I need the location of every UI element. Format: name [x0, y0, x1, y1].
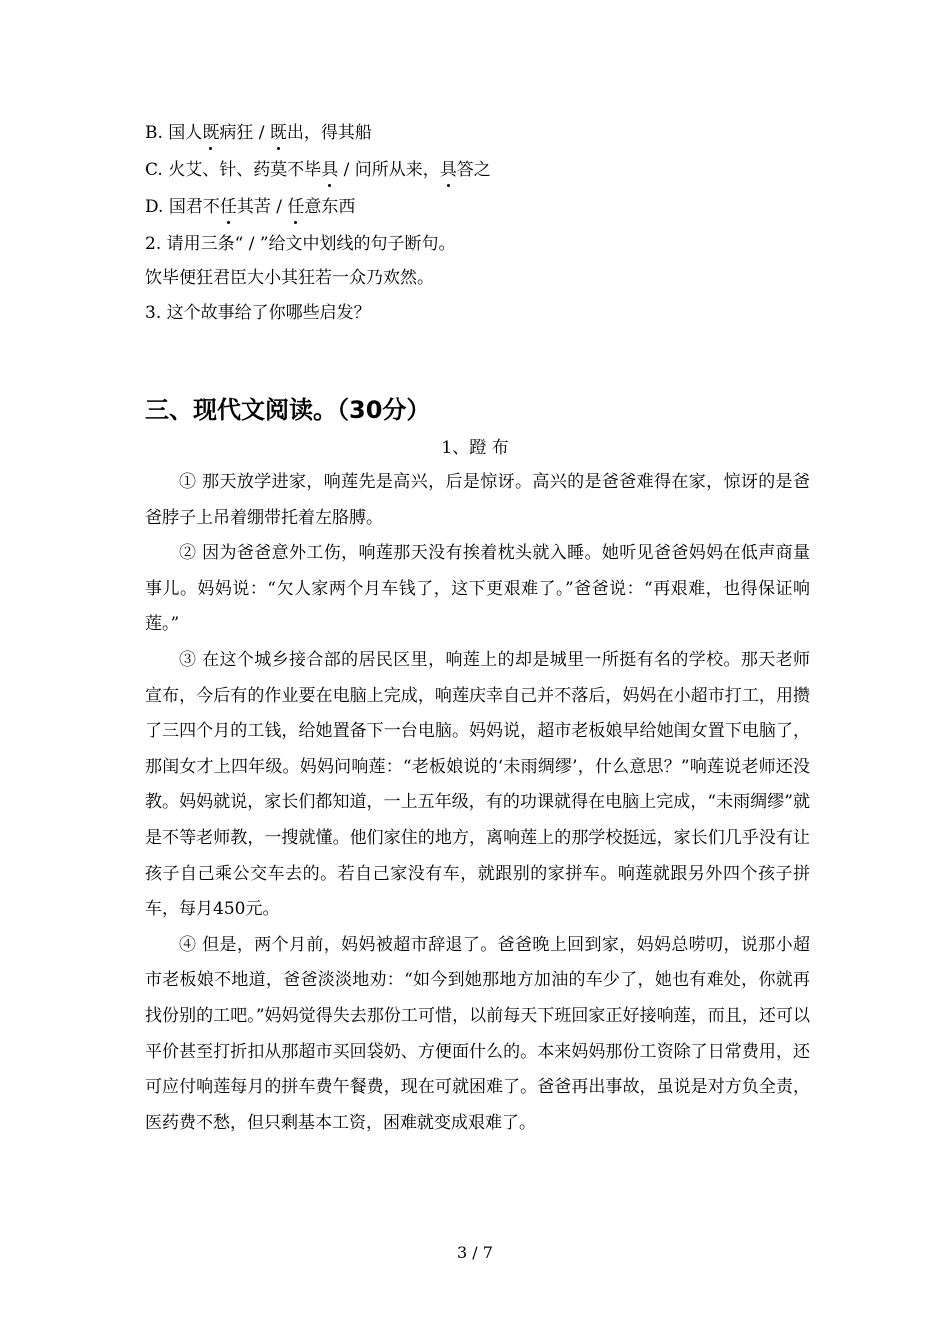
option-c-dotted-char-1: 具: [321, 160, 339, 180]
option-c-text-2: / 问所从来，: [338, 160, 440, 180]
option-c-text-1: C. 火艾、针、药莫不毕: [145, 160, 322, 180]
question-2-sentence: 饮毕便狂君臣大小其狂若一众乃欢然。: [145, 268, 434, 288]
option-c: [145, 158, 491, 182]
paragraph-2: ② 因为爸爸意外工伤，响莲那天没有挨着枕头就入睡。她听见爸爸妈妈在低声商量事儿。妈妈说：“欠人家两个月车钱了，这下更艰难了。”爸爸说：“再艰难，也得保证响莲。”: [145, 543, 810, 635]
option-d-text-1: D. 国君不: [145, 197, 220, 217]
option-d-dotted-char-1: 任: [219, 197, 237, 217]
option-c-text-3: 答之: [456, 160, 491, 180]
option-b-text-1: B. 国人: [145, 123, 203, 143]
option-b-dotted-char-1: 既: [202, 123, 220, 143]
question-3: 3. 这个故事给了你哪些启发？: [145, 303, 371, 323]
page-number: 3 / 7: [457, 1243, 493, 1262]
option-b-text-2: 病狂 /: [219, 123, 270, 143]
option-d-text-2: 其苦 /: [236, 197, 288, 217]
option-b: [145, 121, 372, 145]
option-b-text-3: 出，得其船: [286, 123, 372, 143]
article-title: 1、蹬 布: [441, 438, 509, 458]
question-2: 2. 请用三条“ / ”给文中划线的句子断句。: [145, 234, 456, 254]
paragraph-3: ③ 在这个城乡接合部的居民区里，响莲上的却是城里一所挺有名的学校。那天老师宣布，今后有的作业要在电脑上完成，响莲庆幸自己并不落后，妈妈在小超市打工，用攒了三四个月的工钱，给她置备下一台电脑。妈妈说，超市老板娘早给她闺女置下电脑了，那闺女才上四年级。妈妈问响莲：“老板娘说的‘未雨绸缪’，什么意思？”响莲说老师还没教。妈妈就说，家长们都知道，一上五年级，有的功课就得在电脑上完成，“未雨绸缪”就是不等老师教，一搜就懂。他们家住的地方，离响莲上的那学校挺远，家长们几乎没有让孩子自己乘公交车去的。若自己家没有车，就跟别的家拼车。响莲就跟另外四个孩子拼车，每月450元。: [145, 649, 810, 920]
section-heading: 三、现代文阅读。（30分）: [145, 396, 431, 424]
option-c-dotted-char-2: 具: [439, 160, 457, 180]
option-d-dotted-char-2: 任: [287, 197, 305, 217]
option-d-text-3: 意东西: [304, 197, 356, 217]
option-d: [145, 195, 355, 219]
article-body: [145, 465, 810, 1141]
option-b-dotted-char-2: 既: [269, 123, 287, 143]
paragraph-1: ① 那天放学进家，响莲先是高兴，后是惊讶。高兴的是爸爸难得在家，惊讶的是爸爸脖子上吊着绷带托着左胳膊。: [145, 472, 810, 528]
paragraph-4: ④ 但是，两个月前，妈妈被超市辞退了。爸爸晚上回到家，妈妈总唠叨，说那小超市老板娘不地道，爸爸淡淡地劝：“如今到她那地方加油的车少了，她也有难处，你就再找份别的工吧。”妈妈觉得失去那份工可惜，以前每天下班回家正好接响莲，而且，还可以平价甚至打折扣从那超市买回袋奶、方便面什么的。本来妈妈那份工资除了日常费用，还可应付响莲每月的拼车费午餐费，现在可就困难了。爸爸再出事故，虽说是对方负全责，医药费不愁，但只剩基本工资，困难就变成艰难了。: [145, 934, 810, 1133]
